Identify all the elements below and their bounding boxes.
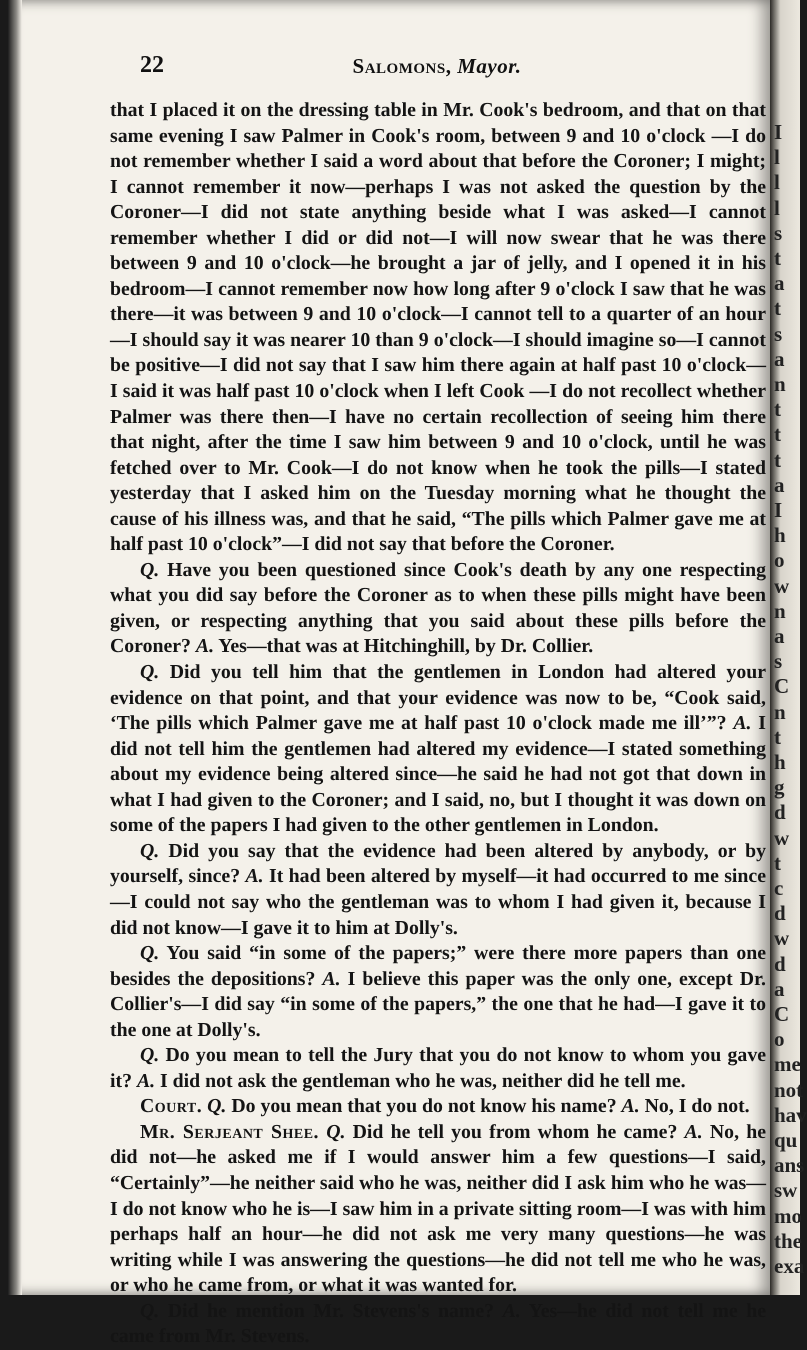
facing-page-fragment: a [774,271,785,296]
facing-page-fragment: l [774,170,780,195]
question-label: Q. [207,1095,227,1118]
book-page [8,0,770,1348]
facing-page-fragment: mo [774,1203,802,1228]
qa-paragraph [110,1043,766,1094]
facing-page-fragment: s [774,220,783,245]
running-head-name: Salomons, [352,54,452,78]
answer-label: A. [502,1299,521,1322]
facing-page-fragment: l [774,145,780,170]
question-text: Did you tell him that the gentlemen in London had altered your evidence on that point, and that your evidence was now to be, “Cook said, ‘The pills which Palmer gave me at half past 10 o'clock made me ill’”? [110,661,766,735]
page-header [132,52,742,86]
facing-page-fragment: sw [774,1178,798,1203]
facing-page-fragment: I [774,498,783,522]
facing-page-fragment: the [774,1228,802,1253]
facing-page-fragment: t [774,850,781,875]
answer-label: A. [684,1120,703,1143]
answer-text: No, he did not—he asked me if I would answer him a few questions—I said, “Certainly”—he neither said who he was, neither did I ask him who he was—I do not know who he is—I saw him in a private sitting room—I was with him perhaps half an hour—he did not ask me very many questions—he was writing while I was answering the questions—he did not tell me who he was, or who he came from, or what it was wanted for. [110,1120,766,1297]
question-label: Q. [140,1299,160,1322]
answer-text: I did not tell him the gentlemen had altered my evidence—I stated something about my evidence being altered since—he said he had not got that down in what I had given to the Coroner; and I said, no, but I thought it was down on some of the papers I had given to the other gentlemen in London. [110,712,766,837]
facing-page-fragment: w [774,825,790,850]
facing-page-fragment: n [774,699,786,724]
facing-page-fragment: h [774,750,786,774]
facing-page-fragment: a [774,346,785,371]
text-body [110,98,766,1350]
question-label: Q. [140,558,160,581]
facing-page-fragment: d [774,901,786,926]
facing-page-fragment: t [774,447,781,472]
qa-paragraph [110,1094,766,1120]
facing-page-fragment: s [774,649,783,674]
answer-text: I did not ask the gentleman who he was, neither did he tell me. [160,1069,686,1092]
answer-label: A. [195,635,215,658]
qa-paragraph [110,941,766,1043]
facing-page-fragment: g [774,775,785,800]
answer-text: Yes—that was at Hitchinghill, by Dr. Collier. [218,635,594,658]
facing-page-fragment: exa [774,1254,805,1278]
facing-page-fragment: w [774,926,790,951]
question-label: Q. [140,1044,160,1067]
facing-page-fragment: d [774,951,786,976]
question-text: Have you been questioned since Cook's death by any one respecting what you did say before the Coroner as to when these pills might have been given, or respecting anything that you said about these pills before the Coroner? [110,558,766,658]
facing-page-fragment: not [774,1077,804,1102]
answer-text: Yes—he did not tell me he came from Mr. Stevens. [110,1299,766,1348]
facing-page-fragment: ans [774,1153,805,1178]
speaker-label: Mr. Serjeant Shee. [140,1120,319,1143]
paragraph-text: that I placed it on the dressing table in Mr. Cook's bedroom, and that on that same evening I saw Palmer in Cook's room, between 9 and 10 o'clock —I do not remember whether I said a word about that before the Coroner; I might; I cannot remember it now—perhaps I was not asked the question by the Coroner—I did not state anything beside what I was asked—I cannot remember whether I did or did not—I will now swear that he was there between 9 and 10 o'clock—he brought a jar of jelly, and I opened it in his bedroom—I cannot remember now how long after 9 o'clock I saw that he was there—it was between 9 and 10 o'clock—I cannot tell to a quarter of an hour—I should say it was nearer 10 than 9 o'clock—I should imagine so—I cannot be positive—I did not say that I saw him there again at half past 10 o'clock—I said it was half past 10 o'clock when I left Cook —I do not recollect whether Palmer was there then—I have no certain recollection of seeing him there that night, after the time I saw him between 9 and 10 o'clock, until he was fetched over to Mr. Cook—I do not know when he took the pills—I stated yesterday that I asked him on the Tuesday morning what he thought the cause of his illness was, and that he said, “The pills which Palmer gave me at half past 10 o'clock”—I did not say that before the Coroner. [110,99,766,556]
qa-paragraph [110,1120,766,1299]
facing-page-fragment: n [774,372,786,396]
facing-page-fragment: d [774,800,786,825]
facing-page-fragment: t [774,296,781,321]
answer-text: No, I do not. [644,1095,750,1118]
facing-page-fragment: o [774,548,785,573]
question-label: Q. [140,661,160,684]
facing-page-fragment: t [774,724,781,749]
facing-page-fragment: I [774,120,783,144]
qa-paragraph [110,660,766,839]
qa-paragraph [110,839,766,941]
question-text: Did he mention Mr. Stevens's name? [167,1299,495,1322]
answer-text: I believe this paper was the only one, except Dr. Collier's—I did say “in some of the papers,” the one that he had—I gave it to the one at Dolly's. [110,967,767,1041]
facing-page-fragment: qu [774,1128,798,1152]
facing-page-fragment: s [774,321,783,346]
answer-label: A. [621,1095,640,1118]
facing-page-fragment: c [774,876,784,900]
question-text: Did he tell you from whom he came? [352,1120,678,1143]
answer-label: A. [245,865,264,888]
qa-paragraph [110,558,766,660]
answer-text: It had been altered by myself—it had occurred to me since—I could not say who the gentleman was to whom I had given it, because I did not know—I gave it to him at Dolly's. [110,865,766,939]
facing-page-fragment: t [774,397,781,422]
question-label: Q. [140,942,160,965]
question-text: Do you mean to tell the Jury that you do not know to whom you gave it? [110,1044,766,1092]
answer-label: A. [136,1069,156,1092]
facing-page-edge [770,0,807,1295]
facing-page-fragment: t [774,246,781,270]
question-text: You said “in some of the papers;” were there more papers than one besides the depositions? [110,942,766,990]
facing-page-fragment: o [774,1027,785,1052]
paragraph [110,98,766,558]
page-number: 22 [140,52,164,78]
facing-page-fragment: h [774,523,786,548]
facing-page-fragment: t [774,422,781,447]
facing-page-fragment: w [774,573,790,598]
speaker-label: Court. [140,1095,203,1118]
facing-page-fragment: n [774,598,786,623]
facing-page-fragment: C [774,674,790,699]
running-head [132,54,742,79]
running-head-title: Mayor. [457,54,522,78]
answer-label: A. [322,967,341,990]
question-label: Q. [326,1120,346,1143]
facing-page-fragment: a [774,624,785,648]
facing-page-fragment: a [774,976,785,1001]
facing-page-fragment: C [774,1002,790,1026]
question-text: Do you mean that you do not know his name? [231,1095,617,1118]
answer-label: A. [733,712,752,735]
facing-page-fragment: hav [774,1102,807,1127]
facing-page-fragment: l [774,195,780,220]
qa-paragraph [110,1299,766,1350]
question-label: Q. [140,839,160,862]
facing-page-fragment: a [774,472,785,497]
facing-page-fragment: me [774,1052,801,1077]
question-text: Did you say that the evidence had been altered by anybody, or by yourself, since? [110,839,767,888]
